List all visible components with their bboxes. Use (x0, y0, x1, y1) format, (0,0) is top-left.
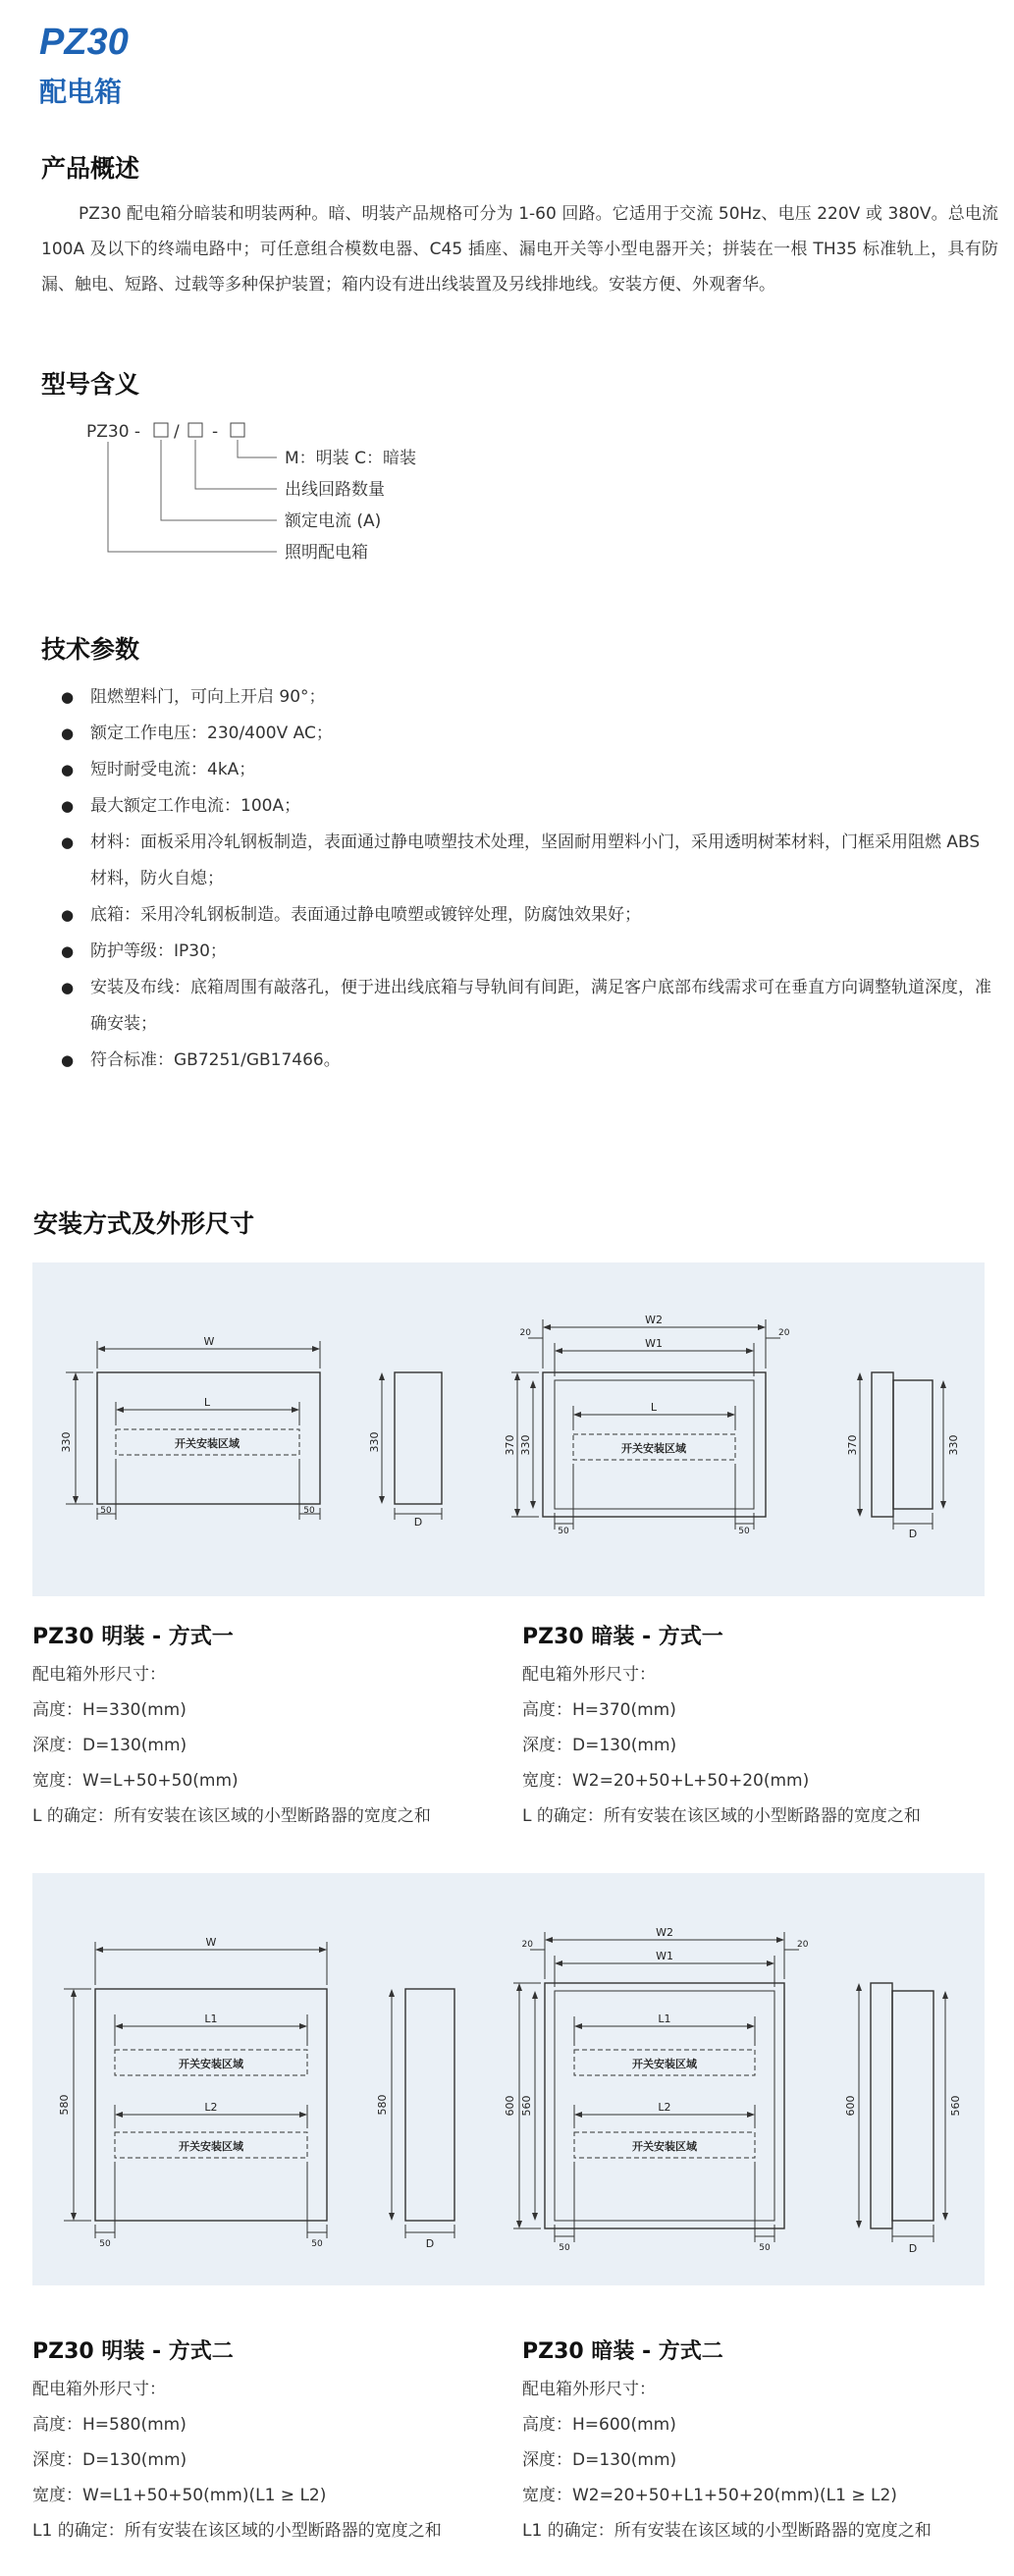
dim-label-50: 50 (558, 1527, 569, 1536)
dim-label-370: 370 (504, 1434, 516, 1456)
dim-label-20: 20 (521, 1940, 533, 1950)
zone-label: 开关安装区域 (179, 2140, 243, 2153)
dim-label-d: D (908, 1528, 918, 1540)
dim-label-560: 560 (520, 2095, 533, 2117)
overview-heading: 产品概述 (41, 154, 140, 183)
dim-label-580: 580 (376, 2094, 389, 2116)
model-box-circuits (188, 423, 202, 437)
list-item: ● 材料：面板采用冷轧钢板制造，表面通过静电喷塑技术处理，坚固耐用塑料小门，采用透明树苯材料，门框采用阻燃 ABS 材料，防火自熄； (61, 825, 993, 897)
dim-label-330: 330 (947, 1434, 960, 1456)
dim-label-w2: W2 (645, 1314, 663, 1326)
dimension-drawing-2 (32, 1873, 985, 2285)
dim-label-20: 20 (797, 1940, 809, 1950)
spec-title: PZ30 暗装 - 方式二 (522, 2339, 723, 2364)
spec-line: 宽度：W=L+50+50(mm) (32, 1771, 239, 1791)
spec-line: 配电箱外形尺寸： (522, 2380, 656, 2399)
dim-label-w2: W2 (656, 1926, 673, 1939)
dim-label-50: 50 (559, 2243, 570, 2253)
dim-label-w: W (205, 1936, 217, 1949)
spec-surface-2 (32, 2333, 442, 2549)
page-subtitle: 配电箱 (39, 76, 123, 108)
spec-line: 高度：H=370(mm) (522, 1700, 676, 1720)
page-title: PZ30 (39, 22, 129, 63)
zone-label: 开关安装区域 (632, 2058, 697, 2070)
dim-label-560: 560 (949, 2095, 962, 2117)
overview-text: PZ30 配电箱分暗装和明装两种。暗、明装产品规格可分为 1-60 回路。它适用于交流 50Hz、电压 220V 或 380V。总电流 100A 及以下的终端电路中；可任意组合模数电器、C45 插座、漏电开关等小型电器开关；拼装在一根 TH35 标准轨上，具有防漏、触电、短路、过载等多种保护装置；箱内设有进出线装置及另线排地线。安装方便、外观奢华。 (41, 204, 998, 295)
spec-line: 深度：D=130(mm) (522, 1736, 677, 1755)
model-code-dash: - (212, 422, 219, 442)
list-item: ● 防护等级：IP30； (61, 934, 993, 970)
list-item: ● 短时耐受电流：4kA； (61, 752, 993, 788)
dim-label-l: L (203, 1396, 211, 1409)
dim-label-l: L (650, 1401, 658, 1414)
list-item: ● 安装及布线：底箱周围有敲落孔，便于进出线底箱与导轨间有间距，满足客户底部布线需求可在垂直方向调整轨道深度，准确安装； (61, 970, 993, 1043)
model-code-slash: / (174, 422, 180, 442)
spec-line: L1 的确定：所有安装在该区域的小型断路器的宽度之和 (32, 2521, 442, 2541)
spec-line: L 的确定：所有安装在该区域的小型断路器的宽度之和 (32, 1806, 431, 1826)
list-item: ● 底箱：采用冷轧钢板制造。表面通过静电喷塑或镀锌处理，防腐蚀效果好； (61, 897, 993, 934)
dim-label-d: D (425, 2237, 435, 2250)
model-legend-current: 额定电流 (A) (285, 511, 382, 531)
zone-label: 开关安装区域 (175, 1437, 240, 1450)
zone-label: 开关安装区域 (621, 1442, 686, 1455)
tech-list (61, 679, 993, 1079)
list-item: ● 额定工作电压：230/400V AC； (61, 716, 993, 752)
model-heading: 型号含义 (41, 370, 140, 399)
dim-label-d: D (413, 1516, 423, 1529)
spec-line: 宽度：W2=20+50+L1+50+20(mm)(L1 ≥ L2) (522, 2486, 897, 2505)
dim-label-w1: W1 (645, 1337, 663, 1350)
dim-label-600: 600 (844, 2095, 857, 2117)
spec-title: PZ30 明装 - 方式一 (32, 1625, 234, 1649)
dim-label-50: 50 (738, 1527, 750, 1536)
dim-label-50: 50 (303, 1506, 315, 1516)
spec-line: 高度：H=580(mm) (32, 2415, 187, 2435)
dim-label-330: 330 (60, 1431, 73, 1453)
dim-label-20: 20 (778, 1328, 790, 1338)
spec-line: 深度：D=130(mm) (32, 2450, 187, 2470)
spec-line: 高度：H=600(mm) (522, 2415, 676, 2435)
model-code-diagram (59, 412, 471, 569)
spec-line: 配电箱外形尺寸： (32, 2380, 166, 2399)
dim-label-50: 50 (100, 1506, 112, 1516)
model-legend-circuits: 出线回路数量 (285, 480, 385, 500)
spec-flush-2 (522, 2333, 932, 2549)
spec-line: 深度：D=130(mm) (32, 1736, 187, 1755)
dim-label-50: 50 (99, 2239, 111, 2249)
drawing-panel-1 (32, 1262, 985, 1596)
spec-line: 深度：D=130(mm) (522, 2450, 677, 2470)
list-item: ● 符合标准：GB7251/GB17466。 (61, 1043, 993, 1079)
dim-label-20: 20 (519, 1328, 531, 1338)
spec-line: 宽度：W=L1+50+50(mm)(L1 ≥ L2) (32, 2486, 327, 2505)
dim-label-l1: L1 (204, 2012, 218, 2025)
dim-label-600: 600 (504, 2095, 516, 2117)
spec-flush-1 (522, 1618, 921, 1834)
install-heading: 安装方式及外形尺寸 (33, 1209, 255, 1238)
list-item: ● 阻燃塑料门，可向上开启 90°； (61, 679, 993, 716)
dim-label-50: 50 (759, 2243, 771, 2253)
model-code-prefix: PZ30 - (86, 422, 141, 442)
tech-heading: 技术参数 (41, 635, 140, 664)
model-box-mount (231, 423, 244, 437)
spec-line: 配电箱外形尺寸： (522, 1665, 656, 1685)
dim-label-w: W (203, 1335, 215, 1348)
dimension-drawing-1 (32, 1262, 985, 1596)
spec-line: L1 的确定：所有安装在该区域的小型断路器的宽度之和 (522, 2521, 932, 2541)
dim-label-330: 330 (368, 1431, 381, 1453)
dim-label-580: 580 (58, 2094, 71, 2116)
dim-label-370: 370 (846, 1434, 859, 1456)
drawing-panel-2 (32, 1873, 985, 2285)
model-box-current (154, 423, 168, 437)
spec-title: PZ30 暗装 - 方式一 (522, 1625, 723, 1649)
list-item: ● 最大额定工作电流：100A； (61, 788, 993, 825)
model-legend-type: 照明配电箱 (285, 543, 368, 563)
dim-label-d: D (908, 2242, 918, 2255)
spec-line: L 的确定：所有安装在该区域的小型断路器的宽度之和 (522, 1806, 921, 1826)
spec-line: 高度：H=330(mm) (32, 1700, 187, 1720)
spec-line: 配电箱外形尺寸： (32, 1665, 166, 1685)
dim-label-l2: L2 (658, 2101, 671, 2114)
dim-label-w1: W1 (656, 1950, 673, 1962)
spec-title: PZ30 明装 - 方式二 (32, 2339, 234, 2364)
zone-label: 开关安装区域 (179, 2058, 243, 2070)
model-legend-mount: M：明装 C：暗装 (285, 449, 416, 468)
spec-line: 宽度：W2=20+50+L+50+20(mm) (522, 1771, 810, 1791)
dim-label-330: 330 (519, 1434, 532, 1456)
spec-surface-1 (32, 1618, 431, 1834)
zone-label: 开关安装区域 (632, 2140, 697, 2153)
dim-label-l2: L2 (204, 2101, 218, 2114)
dim-label-l1: L1 (658, 2012, 671, 2025)
dim-label-50: 50 (311, 2239, 323, 2249)
